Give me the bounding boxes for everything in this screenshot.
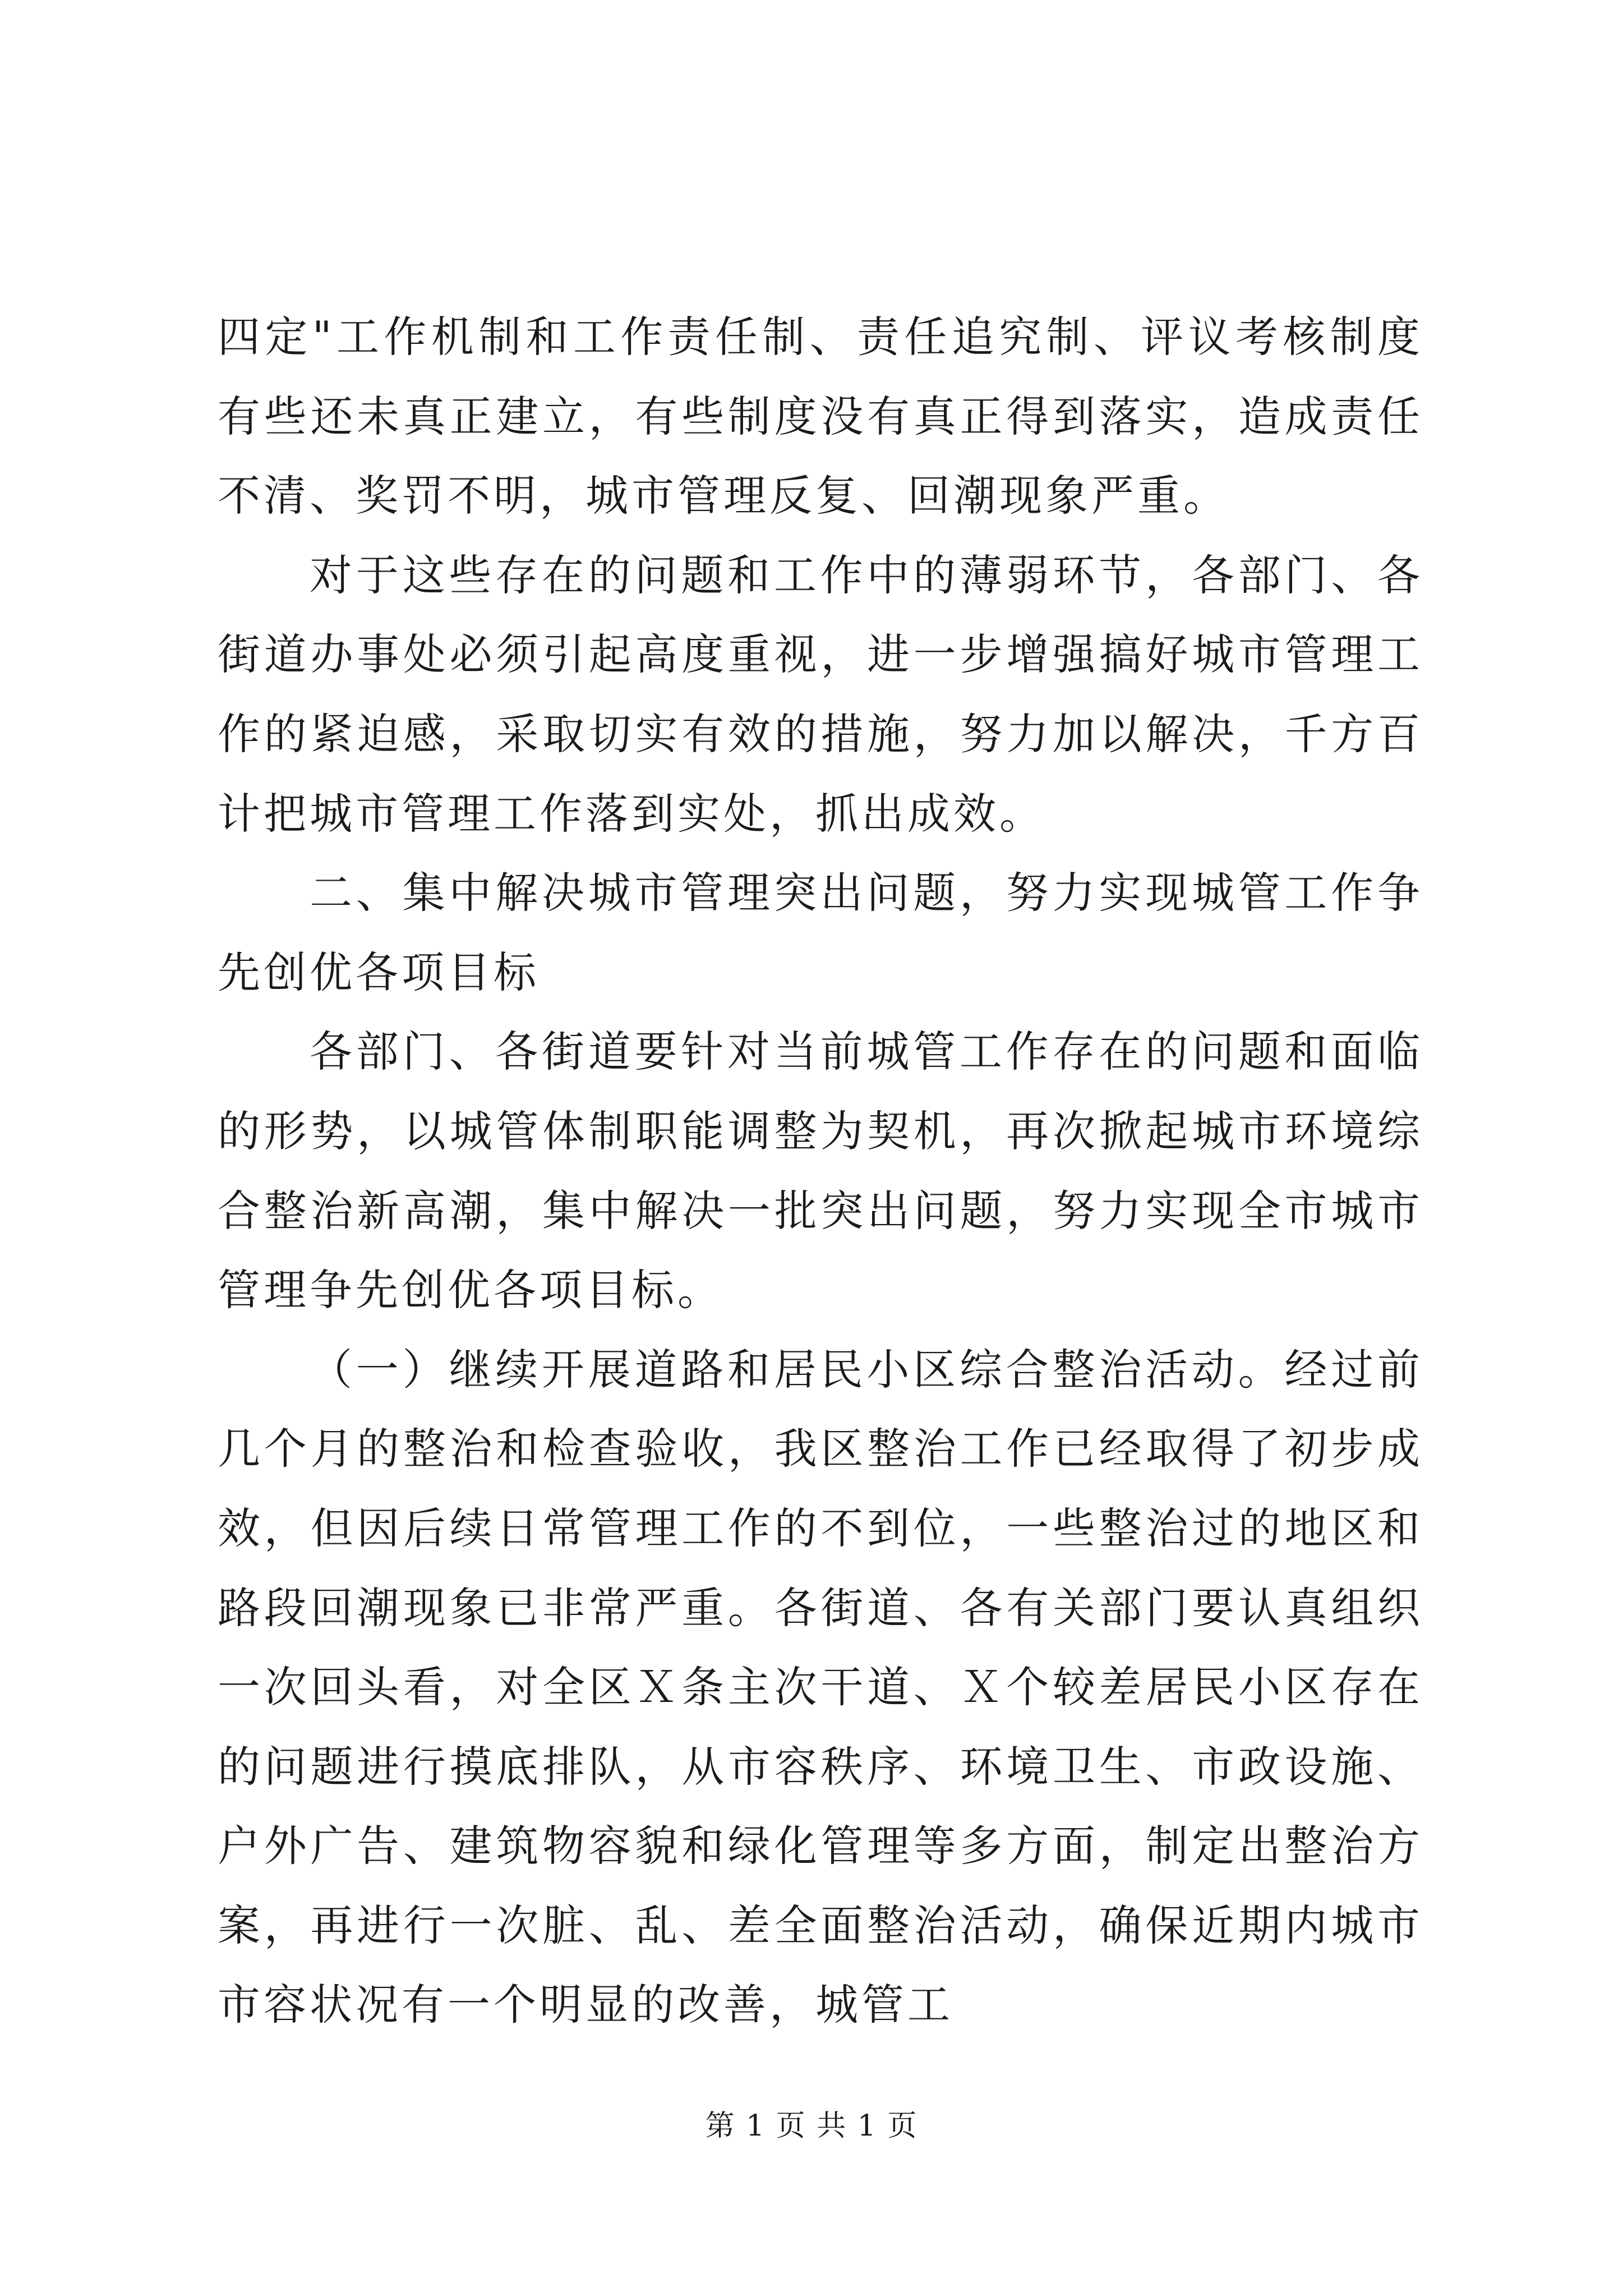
paragraph-2: 对于这些存在的问题和工作中的薄弱环节，各部门、各街道办事处必须引起高度重视，进一步增强搞好城市管理工作的紧迫感，采取切实有效的措施，努力加以解决，千方百计把城市管理工作落到实处，抓出成效。 xyxy=(218,550,1423,839)
paragraph-4: （一）继续开展道路和居民小区综合整治活动。经过前几个月的整治和检查验收，我区整治工作已经取得了初步成效，但因后续日常管理工作的不到位，一些整治过的地区和路段回潮现象已非常严重。各街道、各有关部门要认真组织一次回头看，对全区Ｘ条主次干道、Ｘ个较差居民小区存在的问题进行摸底排队，从市容秩序、环境卫生、市政设施、户外广告、建筑物容貌和绿化管理等多方面，制定出整治方案，再进行一次脏、乱、差全面整治活动，确保近期内城市市容状况有一个明显的改善，城管工 xyxy=(218,1344,1423,2030)
section-heading-2: 二、集中解决城市管理突出问题，努力实现城管工作争先创优各项目标 xyxy=(218,868,1423,997)
page-number-footer: 第 1 页 共 1 页 xyxy=(705,2109,918,2143)
paragraph-3: 各部门、各街道要针对当前城管工作存在的问题和面临的形势，以城管体制职能调整为契机，再次掀起城市环境综合整治新高潮，集中解决一批突出问题，努力实现全市城市管理争先创优各项目标。 xyxy=(218,1027,1423,1315)
document-body xyxy=(218,297,1423,2045)
paragraph-1: 四定"工作机制和工作责任制、责任追究制、评议考核制度有些还未真正建立，有些制度没有真正得到落实，造成责任不清、奖罚不明，城市管理反复、回潮现象严重。 xyxy=(218,312,1423,521)
